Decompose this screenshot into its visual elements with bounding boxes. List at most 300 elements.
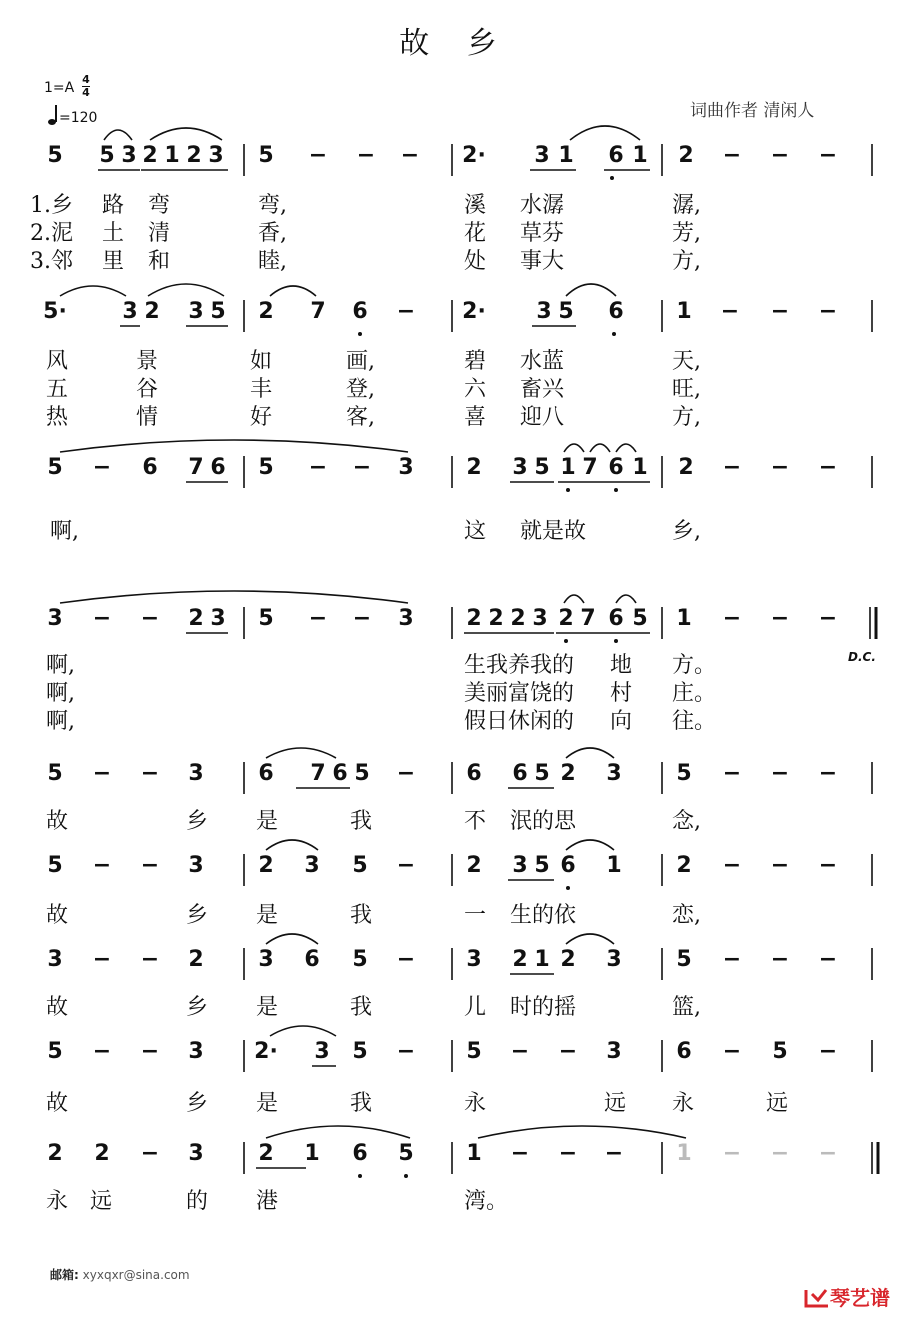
note: 3: [606, 947, 622, 972]
slur: [266, 1126, 410, 1138]
lyric: 乡: [186, 903, 209, 928]
dash-note: −: [770, 947, 790, 972]
note: 5: [47, 143, 63, 168]
dash-note: −: [510, 1141, 530, 1166]
lyric: 不: [464, 809, 487, 834]
note: 2: [258, 853, 274, 878]
lyric: 是: [256, 903, 279, 928]
dash-note: −: [770, 761, 790, 786]
lyric: 里: [102, 249, 125, 274]
dash-note: −: [308, 455, 328, 480]
note: 3: [188, 1141, 204, 1166]
lyric: 谷: [136, 377, 159, 402]
logo-icon: [804, 1286, 830, 1308]
lyric: 水蓝: [520, 349, 565, 374]
note: 5: [352, 1039, 368, 1064]
slur: [270, 1026, 336, 1036]
lyric: 地: [610, 653, 633, 678]
lyric: 湾。: [464, 1189, 509, 1214]
lyric: 1.乡: [30, 193, 73, 218]
low-octave-dot: [614, 639, 618, 643]
dash-note: −: [396, 299, 416, 324]
note: 3: [188, 853, 204, 878]
dash-note: −: [92, 455, 112, 480]
lyric: 水潺: [520, 193, 565, 218]
dash-note: −: [400, 143, 420, 168]
note: 5: [258, 455, 274, 480]
lyric: 登,: [346, 377, 375, 402]
dash-note: −: [770, 853, 790, 878]
dash-note: −: [818, 761, 838, 786]
note: 3: [210, 606, 226, 631]
time-signature-top: 4: [82, 73, 90, 86]
dash-note: −: [770, 606, 790, 631]
note: 3: [304, 853, 320, 878]
lyric: 这: [464, 519, 487, 544]
lyric: 乡,: [672, 519, 701, 544]
dash-note: −: [722, 1141, 742, 1166]
lyric: 天,: [672, 349, 701, 374]
note: 3: [532, 606, 548, 631]
lyric: 2.泥: [30, 221, 73, 246]
lyric: 永: [464, 1091, 487, 1116]
lyric: 是: [256, 1091, 279, 1116]
slur: [266, 840, 318, 850]
slur: [566, 748, 614, 758]
lyric: 弯: [148, 193, 171, 218]
slur: [566, 934, 614, 944]
dash-note: −: [396, 853, 416, 878]
lyric: 处: [464, 249, 487, 274]
lyric: 溪: [464, 193, 487, 218]
dash-note: −: [92, 606, 112, 631]
dash-note: −: [722, 947, 742, 972]
dash-note: −: [722, 143, 742, 168]
slur: [266, 748, 336, 758]
dash-note: −: [722, 606, 742, 631]
tempo-value: =120: [59, 110, 98, 126]
dash-note: −: [818, 1141, 838, 1166]
lyric: 碧: [464, 349, 487, 374]
lyric: 生的依: [510, 903, 577, 928]
lyric: 畜兴: [520, 377, 565, 402]
time-signature-bottom: 4: [82, 86, 90, 99]
slur: [566, 840, 614, 850]
note: 2: [142, 143, 158, 168]
note: 1: [676, 299, 692, 324]
lyric: 土: [102, 221, 125, 246]
slur: [60, 286, 126, 296]
slur: [564, 595, 584, 603]
lyric: 旺,: [672, 377, 701, 402]
lyric: 远: [90, 1189, 113, 1214]
lyric: 六: [464, 377, 487, 402]
lyric: 热: [46, 405, 69, 430]
lyric: 村: [610, 681, 633, 706]
lyric: 我: [350, 809, 373, 834]
note: 6: [608, 606, 624, 631]
note: 1: [164, 143, 180, 168]
note: 5: [258, 606, 274, 631]
low-octave-dot: [612, 332, 616, 336]
slur: [150, 128, 222, 140]
lyric: 迎八: [520, 405, 565, 430]
lyric: 我: [350, 995, 373, 1020]
lyric: 好: [250, 405, 273, 430]
note: 6: [608, 143, 624, 168]
dash-note: −: [770, 143, 790, 168]
slur: [616, 444, 636, 452]
note: 5: [99, 143, 115, 168]
note: 6: [466, 761, 482, 786]
note: 2: [466, 455, 482, 480]
note: 2: [558, 606, 574, 631]
note: 3: [258, 947, 274, 972]
low-octave-dot: [566, 886, 570, 890]
note: 5: [466, 1039, 482, 1064]
lyric: 篮,: [672, 995, 701, 1020]
lyric: 事大: [520, 249, 565, 274]
note: 7: [582, 455, 598, 480]
lyric: 故: [46, 995, 69, 1020]
dash-note: −: [770, 455, 790, 480]
email-label: 邮箱:: [50, 1268, 79, 1282]
note: 5: [632, 606, 648, 631]
note: 1: [632, 455, 648, 480]
lyric: 喜: [464, 405, 487, 430]
note: 1: [676, 606, 692, 631]
lyric: 港: [256, 1189, 279, 1214]
low-octave-dot: [566, 488, 570, 492]
lyric: 芳,: [672, 221, 701, 246]
lyric: 如: [250, 349, 273, 374]
dash-note: −: [558, 1039, 578, 1064]
note: 1: [606, 853, 622, 878]
dash-note: −: [818, 947, 838, 972]
dash-note: −: [308, 143, 328, 168]
lyric: 啊,: [50, 519, 79, 544]
note: 6: [352, 1141, 368, 1166]
slur: [270, 286, 316, 296]
note: 6: [560, 853, 576, 878]
contact-email: [50, 1266, 190, 1283]
lyric: 草芬: [520, 221, 565, 246]
note: 2·: [462, 299, 486, 324]
low-octave-dot: [610, 176, 614, 180]
note: 5: [398, 1141, 414, 1166]
slur: [104, 130, 132, 140]
dash-note: −: [818, 455, 838, 480]
note: 5: [47, 853, 63, 878]
dash-note: −: [722, 761, 742, 786]
lyric: 画,: [346, 349, 375, 374]
note: 5: [534, 853, 550, 878]
lyric: 香,: [258, 221, 287, 246]
dash-note: −: [92, 1039, 112, 1064]
low-octave-dot: [614, 488, 618, 492]
lyric: 故: [46, 1091, 69, 1116]
note: 5: [772, 1039, 788, 1064]
note: 6: [258, 761, 274, 786]
lyric: 3.邻: [30, 249, 73, 274]
lyric: 时的摇: [510, 995, 577, 1020]
note: 3: [188, 299, 204, 324]
note: 6: [304, 947, 320, 972]
note: 5: [258, 143, 274, 168]
note: 7: [310, 299, 326, 324]
slur: [266, 934, 318, 944]
slur: [478, 1126, 686, 1138]
note: 3: [208, 143, 224, 168]
note: 3: [188, 761, 204, 786]
dash-note: −: [140, 761, 160, 786]
dash-note: −: [720, 299, 740, 324]
lyric: 五: [46, 377, 69, 402]
lyric: 庄。: [672, 681, 717, 706]
lyric: 念,: [672, 809, 701, 834]
low-octave-dot: [404, 1174, 408, 1178]
note: 2: [510, 606, 526, 631]
note: 3: [606, 1039, 622, 1064]
dash-note: −: [308, 606, 328, 631]
note: 2: [188, 606, 204, 631]
note: 2·: [254, 1039, 278, 1064]
dash-note: −: [396, 947, 416, 972]
dash-note: −: [818, 606, 838, 631]
note: 5: [352, 853, 368, 878]
note: 6: [676, 1039, 692, 1064]
note: 6: [210, 455, 226, 480]
song-title: 故 乡: [399, 26, 511, 61]
email-address: xyxqxr@sina.com: [82, 1268, 190, 1282]
dash-note: −: [818, 143, 838, 168]
dash-note: −: [722, 1039, 742, 1064]
slur: [564, 444, 584, 452]
dash-note: −: [396, 761, 416, 786]
lyric: 乡: [186, 809, 209, 834]
note: 3: [466, 947, 482, 972]
note: 6: [608, 299, 624, 324]
dash-note: −: [140, 853, 160, 878]
lyric: 假日休闲的: [464, 709, 575, 734]
dash-note: −: [510, 1039, 530, 1064]
note: 3: [534, 143, 550, 168]
note: 5: [676, 761, 692, 786]
dash-note: −: [604, 1141, 624, 1166]
note: 3: [512, 853, 528, 878]
lyric: 弯,: [258, 193, 287, 218]
note: 7: [580, 606, 596, 631]
lyric: 乡: [186, 995, 209, 1020]
note: 1: [676, 1141, 692, 1166]
lyric: 生我养我的: [464, 653, 575, 678]
site-logo[interactable]: [804, 1282, 890, 1311]
logo-text: 琴艺谱: [830, 1286, 890, 1310]
note: 5·: [43, 299, 67, 324]
lyric: 是: [256, 809, 279, 834]
lyric: 恋,: [672, 903, 701, 928]
lyric: 美丽富饶的: [464, 681, 575, 706]
note: 5: [47, 1039, 63, 1064]
lyric: 啊,: [46, 653, 75, 678]
lyric: 景: [136, 349, 159, 374]
note: 2: [144, 299, 160, 324]
note: 5: [210, 299, 226, 324]
note: 3: [606, 761, 622, 786]
dash-note: −: [352, 606, 372, 631]
note: 2: [676, 853, 692, 878]
note: 2: [466, 853, 482, 878]
lyric: 啊,: [46, 681, 75, 706]
lyric: 风: [46, 349, 69, 374]
note: 2: [186, 143, 202, 168]
note: 2: [188, 947, 204, 972]
dash-note: −: [140, 1039, 160, 1064]
note: 3: [512, 455, 528, 480]
slur: [148, 284, 224, 296]
note: 7: [310, 761, 326, 786]
dash-note: −: [722, 853, 742, 878]
note: 2: [94, 1141, 110, 1166]
note: 2: [512, 947, 528, 972]
note: 2: [466, 606, 482, 631]
author-credit: 词曲作者 清闲人: [690, 101, 815, 121]
note: 1: [558, 143, 574, 168]
dash-note: −: [396, 1039, 416, 1064]
dash-note: −: [770, 1141, 790, 1166]
note: 5: [534, 455, 550, 480]
dash-note: −: [818, 1039, 838, 1064]
lyric: 往。: [672, 709, 717, 734]
note: 5: [47, 761, 63, 786]
lyric: 儿: [464, 995, 487, 1020]
dash-note: −: [722, 455, 742, 480]
note: 2: [258, 299, 274, 324]
note: 3: [314, 1039, 330, 1064]
note: 3: [188, 1039, 204, 1064]
note: 5: [676, 947, 692, 972]
slur: [590, 444, 610, 452]
lyric: 方。: [672, 653, 717, 678]
note: 6: [512, 761, 528, 786]
slur: [60, 440, 408, 452]
note: 1: [632, 143, 648, 168]
lyric: 情: [136, 405, 159, 430]
note: 2: [258, 1141, 274, 1166]
lyric: 方,: [672, 249, 701, 274]
da-capo-mark: D.C.: [848, 650, 876, 664]
note: 2: [678, 455, 694, 480]
lyric: 路: [102, 193, 125, 218]
note: 5: [354, 761, 370, 786]
lyric: 就是故: [520, 519, 587, 544]
note: 2: [560, 761, 576, 786]
note: 2·: [462, 143, 486, 168]
lyric: 潺,: [672, 193, 701, 218]
lyric: 的: [186, 1189, 209, 1214]
lyric: 向: [610, 709, 633, 734]
lyric: 我: [350, 1091, 373, 1116]
lyric: 丰: [250, 377, 273, 402]
dash-note: −: [140, 606, 160, 631]
dash-note: −: [818, 299, 838, 324]
note: 3: [121, 143, 137, 168]
lyric: 远: [766, 1091, 789, 1116]
lyric: 远: [604, 1091, 627, 1116]
dash-note: −: [92, 761, 112, 786]
note: 6: [352, 299, 368, 324]
dash-note: −: [92, 853, 112, 878]
note: 6: [142, 455, 158, 480]
lyric: 永: [672, 1091, 695, 1116]
note: 5: [47, 455, 63, 480]
low-octave-dot: [358, 332, 362, 336]
lyric: 我: [350, 903, 373, 928]
dash-note: −: [356, 143, 376, 168]
lyric: 啊,: [46, 709, 75, 734]
note: 5: [558, 299, 574, 324]
low-octave-dot: [564, 639, 568, 643]
lyric: 客,: [346, 405, 375, 430]
note: 7: [188, 455, 204, 480]
note: 1: [534, 947, 550, 972]
note: 1: [560, 455, 576, 480]
lyric: 乡: [186, 1091, 209, 1116]
note: 3: [122, 299, 138, 324]
lyric: 永: [46, 1189, 69, 1214]
note: 3: [398, 606, 414, 631]
lyric: 泯的思: [510, 809, 577, 834]
lyric: 方,: [672, 405, 701, 430]
note: 6: [332, 761, 348, 786]
note: 2: [47, 1141, 63, 1166]
note: 2: [488, 606, 504, 631]
note: 3: [47, 606, 63, 631]
lyric: 睦,: [258, 249, 287, 274]
slur: [566, 284, 616, 296]
dash-note: −: [558, 1141, 578, 1166]
dash-note: −: [770, 299, 790, 324]
key-signature: 1=A: [44, 80, 75, 96]
dash-note: −: [352, 455, 372, 480]
dash-note: −: [140, 947, 160, 972]
note: 2: [678, 143, 694, 168]
note: 1: [466, 1141, 482, 1166]
dash-note: −: [818, 853, 838, 878]
low-octave-dot: [358, 1174, 362, 1178]
lyric: 是: [256, 995, 279, 1020]
note: 3: [536, 299, 552, 324]
note: 2: [560, 947, 576, 972]
lyric: 故: [46, 903, 69, 928]
lyric: 一: [464, 903, 487, 928]
note: 5: [352, 947, 368, 972]
slur: [570, 126, 640, 140]
slur: [60, 591, 408, 603]
note: 5: [534, 761, 550, 786]
note: 1: [304, 1141, 320, 1166]
note: 6: [608, 455, 624, 480]
note: 3: [47, 947, 63, 972]
dash-note: −: [92, 947, 112, 972]
lyric: 花: [464, 221, 487, 246]
note: 3: [398, 455, 414, 480]
lyric: 和: [148, 249, 171, 274]
lyric: 故: [46, 809, 69, 834]
lyric: 清: [148, 221, 171, 246]
dash-note: −: [140, 1141, 160, 1166]
slur: [616, 595, 636, 603]
